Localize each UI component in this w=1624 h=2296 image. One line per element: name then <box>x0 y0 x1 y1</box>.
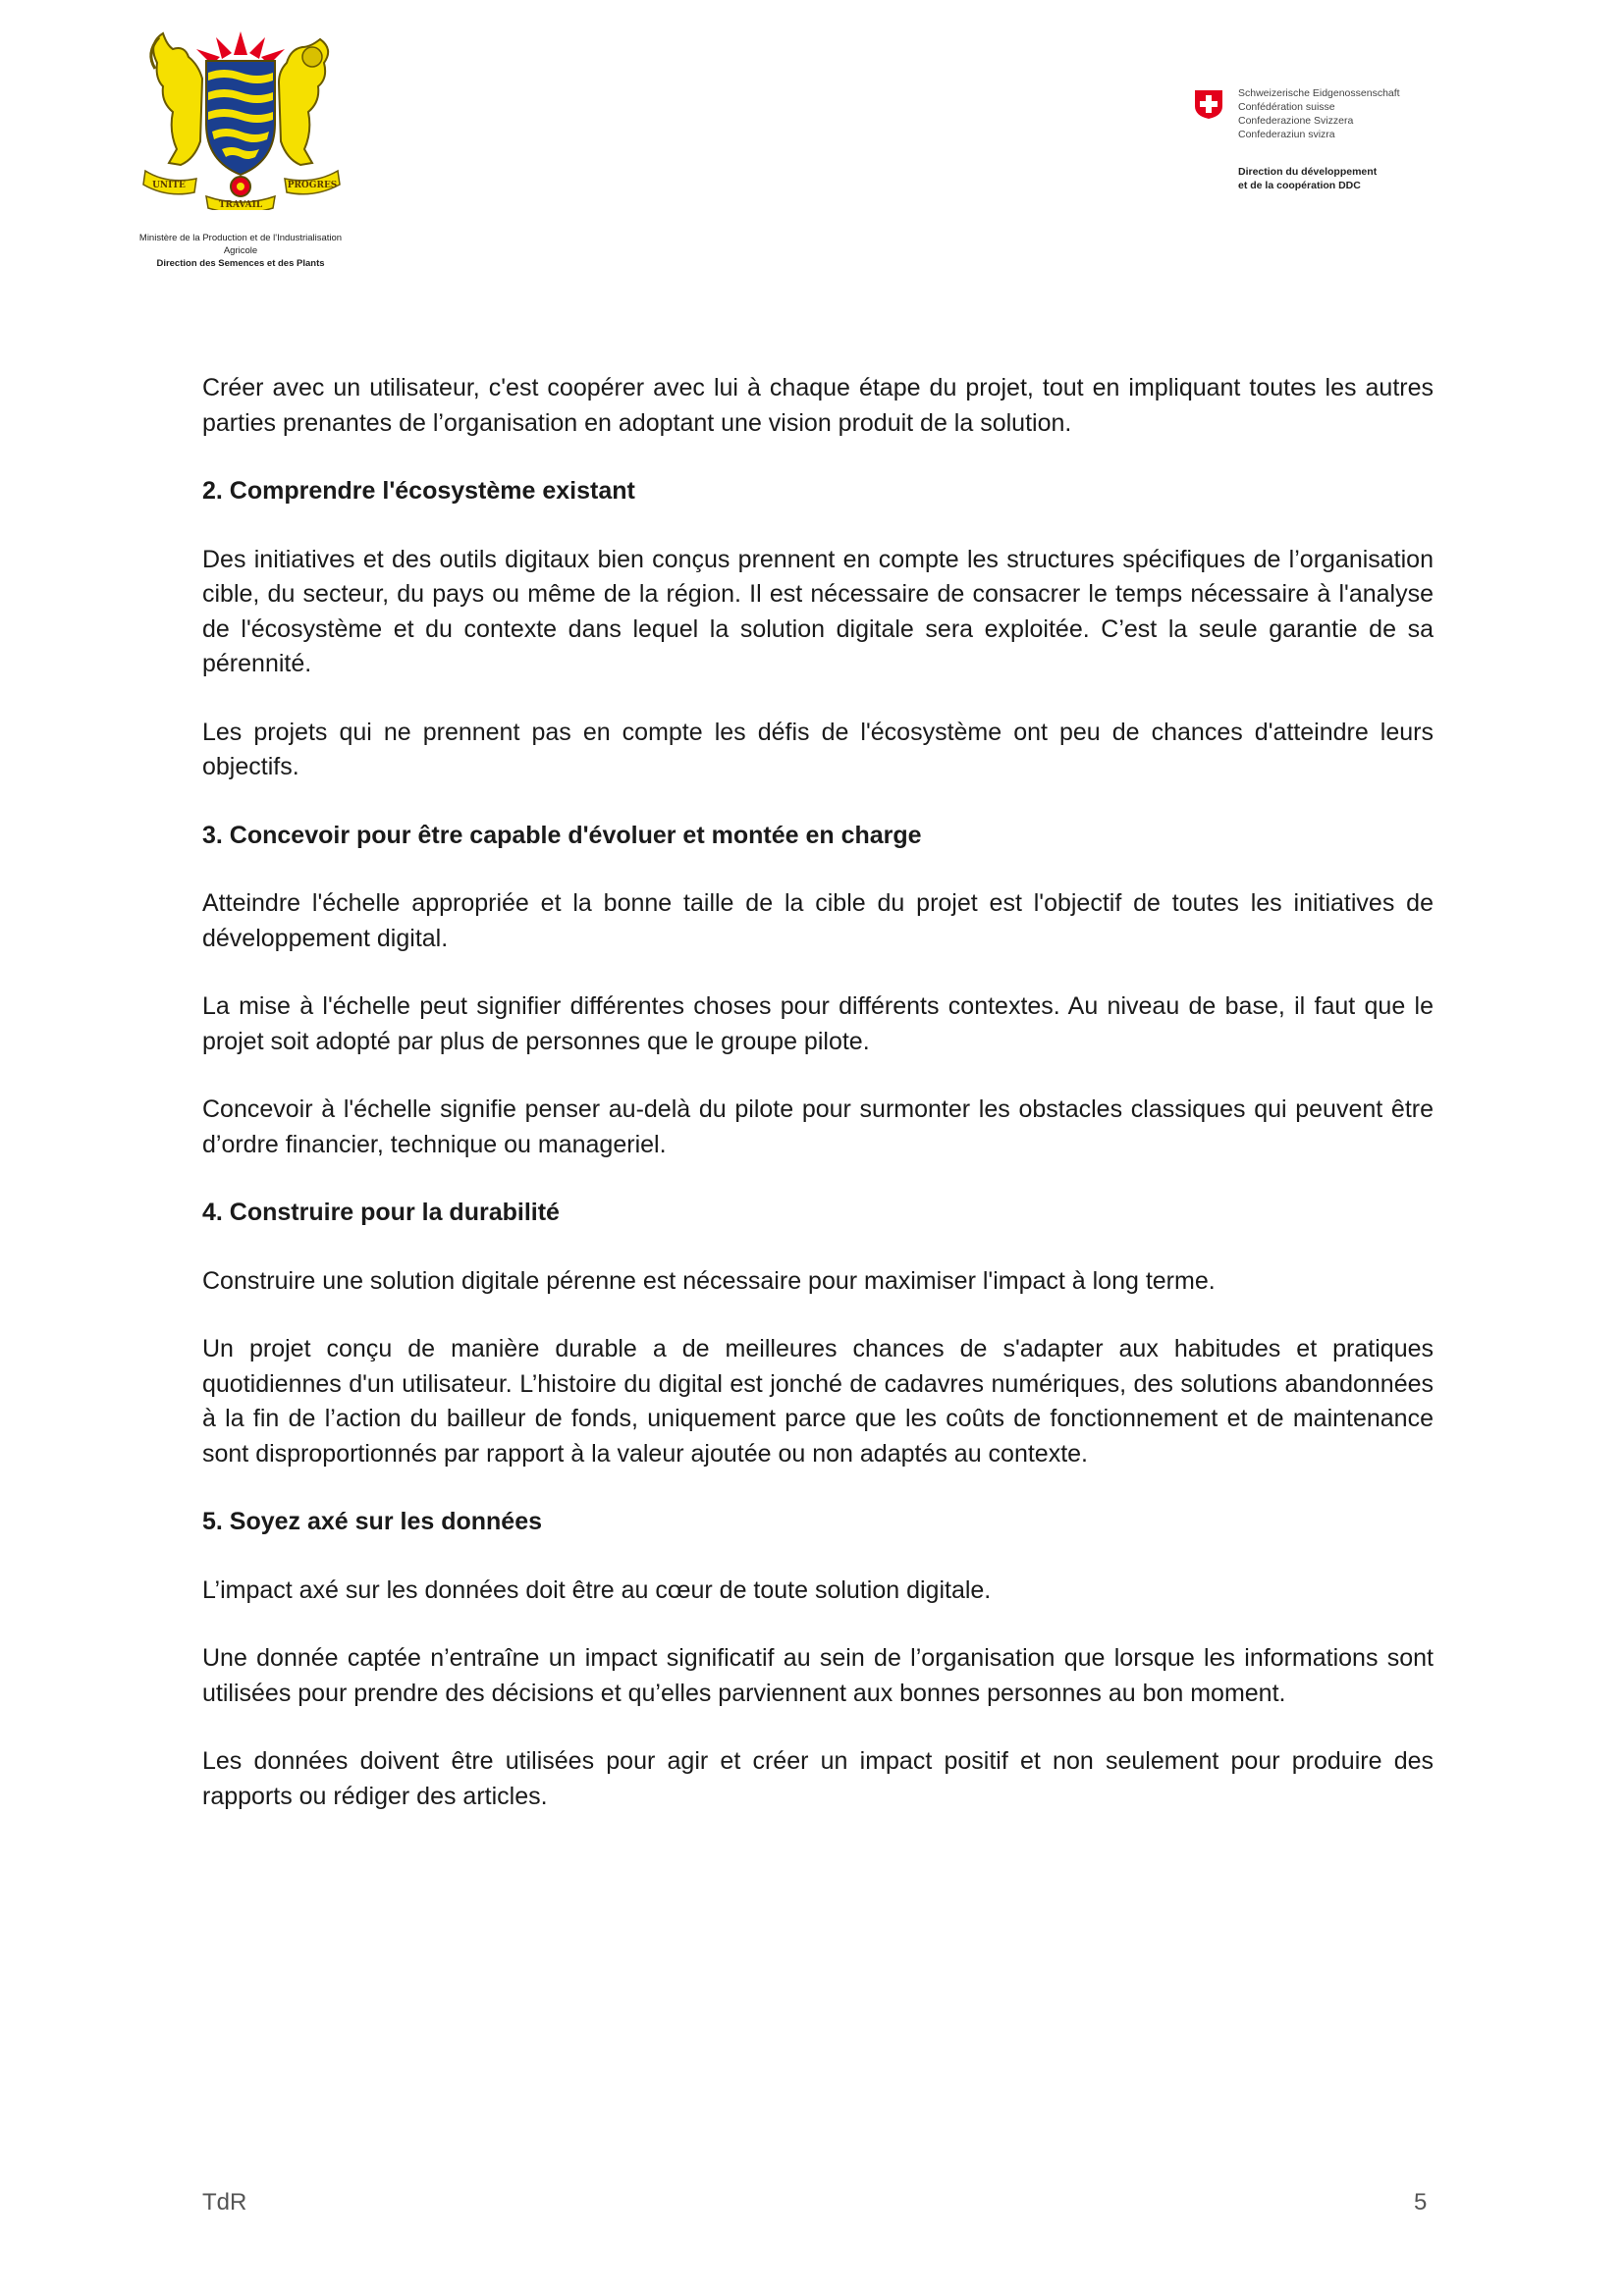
footer-label: TdR <box>202 2189 247 2216</box>
supporter-goat <box>151 33 202 165</box>
motto-travail: TRAVAIL <box>218 200 263 210</box>
ministry-directorate: Direction des Semences et des Plants <box>156 258 325 269</box>
paragraph-4-1: Construire une solution digitale pérenne est nécessaire pour maximiser l'impact à long terme. <box>202 1266 1216 1295</box>
heading-section-5: 5. Soyez axé sur les données <box>202 1508 542 1535</box>
heading-section-4: 4. Construire pour la durabilité <box>202 1199 560 1226</box>
ministry-line-1: Ministère de la Production et de l'Industrialisation <box>138 233 343 243</box>
heading-section-2: 2. Comprendre l'écosystème existant <box>202 477 635 505</box>
swiss-cross-flag-icon <box>1193 88 1224 120</box>
confed-line-3: Confederazione Svizzera <box>1238 115 1354 127</box>
ddc-line-2: et de la coopération DDC <box>1238 180 1361 191</box>
paragraph-2-2: Les projets qui ne prennent pas en compte les défis de l'écosystème ont peu de chances d'atteindre leurs objectifs. <box>202 718 1434 780</box>
paragraph-3-1: Atteindre l'échelle appropriée et la bonne taille de la cible du projet est l'objectif de toutes les initiatives de développement digital. <box>202 889 1434 952</box>
sun-rays <box>196 31 285 65</box>
confederation-names <box>1238 86 1400 141</box>
paragraph-5-3: Les données doivent être utilisées pour agir et créer un impact positif et non seulement pour produire des rapports ou rédiger des articles. <box>202 1747 1434 1810</box>
document-body <box>202 371 1434 1847</box>
heading-section-3: 3. Concevoir pour être capable d'évoluer et montée en charge <box>202 821 922 849</box>
paragraph-intro: Créer avec un utilisateur, c'est coopérer avec lui à chaque étape du projet, tout en impliquant toutes les autres parties prenantes de l’organisation en adoptant une vision produit de la solution. <box>202 374 1434 437</box>
paragraph-4-2: Un projet conçu de manière durable a de meilleures chances de s'adapter aux habitudes et pratiques quotidiennes d'un utilisateur. L’histoire du digital est jonché de cadavres numériques, des solutions abandonnées à la fin de l’action du bailleur de fonds, uniquement parce que les coûts de fonctionnement et de maintenance sont disproportionnés par rapport à la valeur ajoutée ou non adaptés au contexte. <box>202 1335 1434 1468</box>
supporter-lion <box>279 39 328 165</box>
ministry-block <box>118 232 363 270</box>
paragraph-5-1: L’impact axé sur les données doit être au cœur de toute solution digitale. <box>202 1575 992 1604</box>
ministry-line-2: Agricole <box>223 245 258 256</box>
medal <box>231 177 250 196</box>
confed-line-4: Confederaziun svizra <box>1238 129 1335 140</box>
confed-line-2: Confédération suisse <box>1238 101 1335 113</box>
paragraph-2-1: Des initiatives et des outils digitaux bien conçus prennent en compte les structures spécifiques de l’organisation cible, du secteur, du pays ou même de la région. Il est nécessaire de consacrer le temps nécessaire à l'analyse de l'écosystème et du contexte dans lequel la solution digitale sera exploitée. C’est la seule garantie de sa pérennité. <box>202 545 1434 677</box>
motto-unite: UNITE <box>152 181 186 190</box>
ddc-name <box>1238 165 1377 192</box>
motto-progres: PROGRES <box>287 181 338 190</box>
confed-line-1: Schweizerische Eidgenossenschaft <box>1238 87 1400 99</box>
chad-coat-of-arms-icon <box>137 24 344 210</box>
ddc-line-1: Direction du développement <box>1238 166 1378 178</box>
paragraph-5-2: Une donnée captée n’entraîne un impact significatif au sein de l’organisation que lorsque les informations sont utilisées pour prendre des décisions et qu’elles parviennent aux bonnes personnes au bon moment. <box>202 1644 1434 1707</box>
paragraph-3-3: Concevoir à l'échelle signifie penser au-delà du pilote pour surmonter les obstacles classiques qui peuvent être d’ordre financier, technique ou manageriel. <box>202 1095 1434 1158</box>
shield <box>206 61 275 175</box>
page-number: 5 <box>1414 2189 1428 2216</box>
paragraph-3-2: La mise à l'échelle peut signifier différentes choses pour différents contextes. Au niveau de base, il faut que le projet soit adopté par plus de personnes que le groupe pilote. <box>202 992 1434 1055</box>
